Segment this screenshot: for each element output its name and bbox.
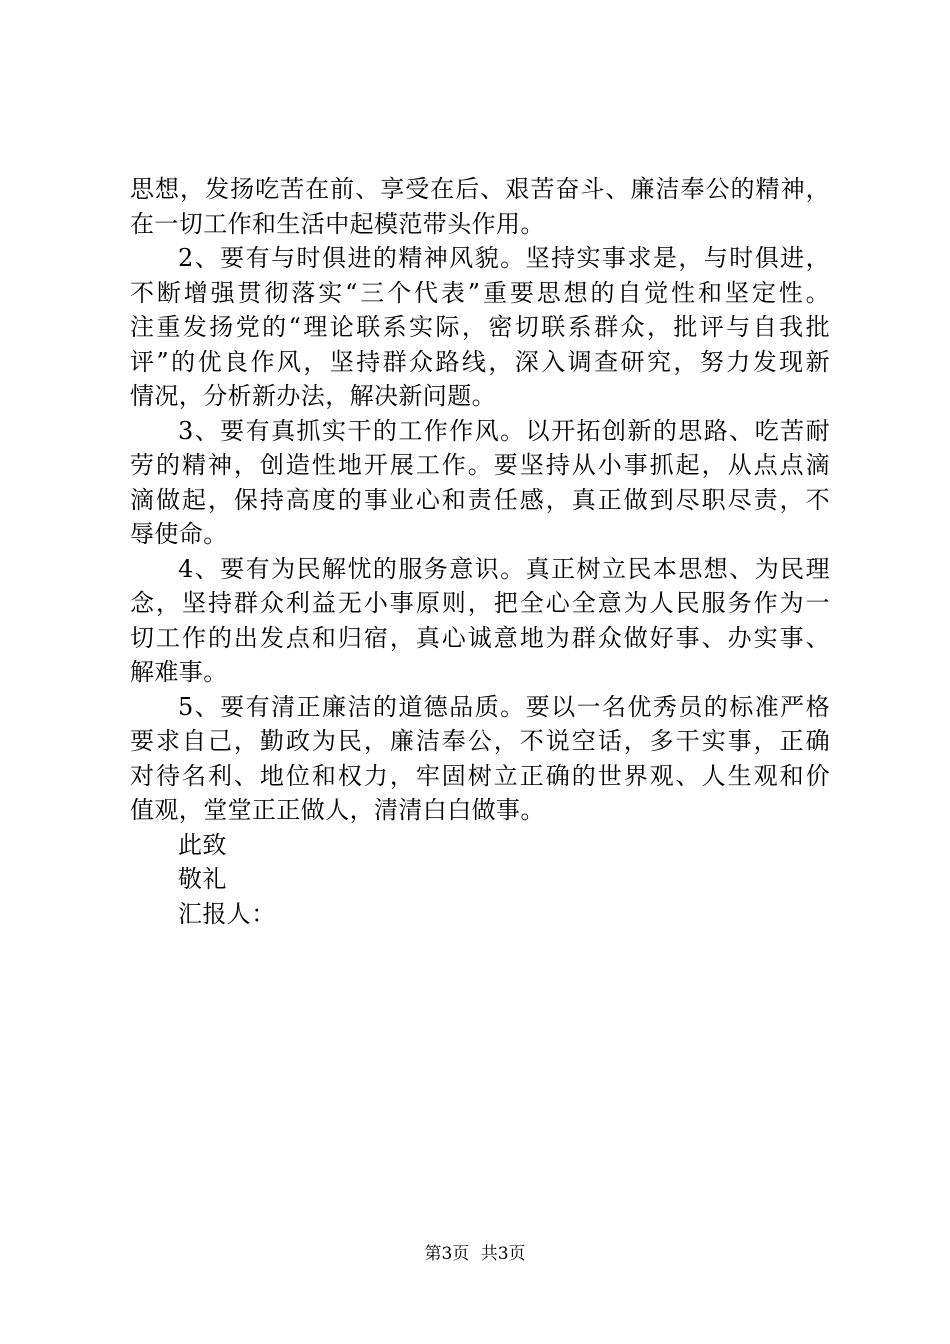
paragraph-4-start: 4、要有为民解忧的服务意识。真正树立民本思想、为民理	[178, 554, 830, 583]
text-line: 要求自己，勤政为民，廉洁奉公，不说空话，多干实事，正确	[130, 727, 830, 755]
document-body	[130, 172, 830, 931]
text-line: 对待名利、地位和权力，牢固树立正确的世界观、人生观和价	[130, 761, 830, 790]
text-line: 评”的优良作风，坚持群众路线，深入调查研究，努力发现新	[130, 347, 830, 376]
reporter-signature-label: 汇报人：	[178, 899, 276, 928]
paragraph-5-start: 5、要有清正廉洁的道德品质。要以一名优秀员的标准严格	[178, 692, 830, 721]
closing-salutation: 此致	[178, 830, 227, 859]
text-line: 辱使命。	[130, 520, 228, 548]
text-line: 切工作的出发点和归宿，真心诚意地为群众做好事、办实事、	[130, 623, 830, 652]
page-footer	[0, 1242, 950, 1266]
page-total: 共3页	[480, 1244, 526, 1264]
text-line: 情况，分析新办法，解决新问题。	[130, 382, 496, 410]
text-line: 滴做起，保持高度的事业心和责任感，真正做到尽职尽责，不	[130, 485, 830, 514]
text-line: 值观，堂堂正正做人，清清白白做事。	[130, 796, 545, 824]
text-line: 解难事。	[130, 658, 228, 686]
text-line: 不断增强贯彻落实“三个代表”重要思想的自觉性和坚定性。	[130, 278, 830, 307]
closing-regards: 敬礼	[178, 865, 227, 893]
text-line: 注重发扬党的“理论联系实际，密切联系群众，批评与自我批	[130, 313, 830, 341]
paragraph-2-start: 2、要有与时俱进的精神风貌。坚持实事求是，与时俱进，	[178, 244, 830, 272]
paragraph-3-start: 3、要有真抓实干的工作作风。以开拓创新的思路、吃苦耐	[178, 416, 830, 445]
page-number: 第3页	[424, 1244, 470, 1264]
text-line: 劳的精神，创造性地开展工作。要坚持从小事抓起，从点点滴	[130, 451, 830, 479]
text-line: 在一切工作和生活中起模范带头作用。	[130, 209, 545, 238]
text-line: 念，坚持群众利益无小事原则，把全心全意为人民服务作为一	[130, 589, 830, 617]
text-line: 思想，发扬吃苦在前、享受在后、艰苦奋斗、廉洁奉公的精神，	[130, 175, 830, 203]
